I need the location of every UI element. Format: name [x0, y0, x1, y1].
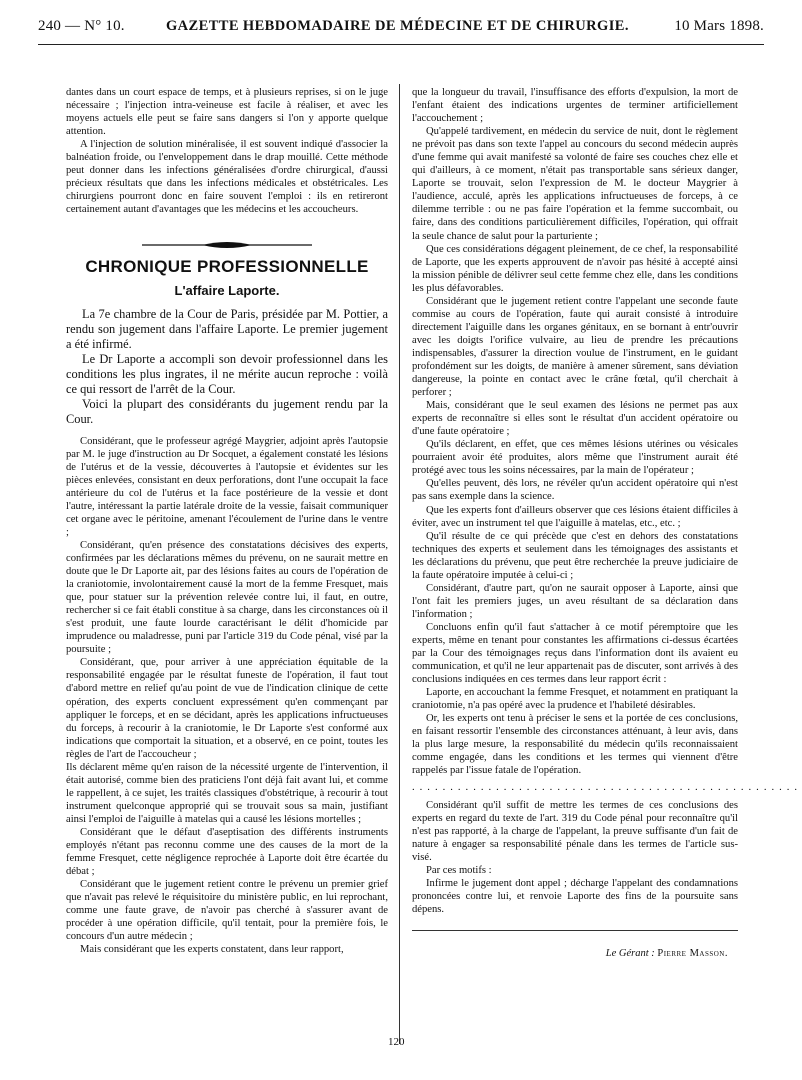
left-column [66, 86, 388, 956]
lead-paragraph: Le Dr Laporte a accompli son devoir professionnel dans les conditions les plus ingrates, il ne mérite aucun reproche : voilà ce qui ressort de l'arrêt de la Cour. [66, 351, 388, 396]
body-paragraph: que la longueur du travail, l'insuffisance des efforts d'expulsion, la mort de l'enfant étaient des indications urgentes de terminer artificiellement l'accouchement ; [412, 87, 738, 125]
body-paragraph: Considérant, d'autre part, qu'on ne saurait opposer à Laporte, ainsi que l'ont fait les premiers juges, un aveu résultant de sa déclaration dans l'information ; [412, 582, 738, 620]
issue-date: 10 Mars 1898. [674, 18, 764, 34]
body-paragraph: Qu'elles peuvent, dès lors, ne révéler qu'un accident opératoire qui n'est pas sans exemple dans la science. [412, 478, 738, 503]
body-paragraph: Infirme le jugement dont appel ; décharge l'appelant des condamnations prononcées contre lui, et renvoie Laporte des fins de la poursuite sans dépens. [412, 877, 738, 915]
body-paragraph: Mais, considérant que le seul examen des lésions ne permet pas aux experts de reconnaître si elles sont le résultat d'un accident opératoire ou d'une faute opératoire ; [412, 400, 738, 438]
dotted-separator: ................................................... [412, 782, 802, 794]
article-subtitle: L'affaire Laporte. [174, 282, 280, 298]
lead-paragraph: La 7e chambre de la Cour de Paris, présidée par M. Pottier, a rendu son jugement dans l'affaire Laporte. Le premier jugement a été infirmé. [66, 306, 388, 351]
body-paragraph: Considérant, qu'en présence des constatations décisives des experts, confirmées par les déclarations mêmes du prévenu, on ne saurait mettre en doute que le Dr Laporte ait, par des lésions faites au cours de l'opération de la craniotomie, involontairement causé la mort de la femme Fresquet, mais que, pour statuer sur la prévention relevée contre lui, il faut, en outre, rechercher si ce fait établi constitue à sa charge, dans les circonstances où il s'est produit, une faute lourde caractérisant le délit d'homicide par imprudence ou maladresse, puni par l'article 319 du Code pénal, visé par la poursuite ; [66, 539, 388, 656]
end-rule [412, 930, 738, 931]
journal-title: GAZETTE HEBDOMADAIRE DE MÉDECINE ET DE CHIRURGIE. [166, 18, 629, 34]
section-ornament [66, 234, 388, 260]
body-paragraph: Ils déclarent même qu'en raison de la nécessité urgente de l'intervention, il était autorisé, comme bien des praticiens l'ont déjà fait avant lui, et comme le rappellent, à ce sujet, les traités classiques d'obstétrique, à recourir à tout instrument quelconque approprié qui se trouvait sous sa main, justifiant ainsi l'emploi de l'aiguille à matelas qui a causé les lésions mortelles ; [66, 761, 388, 825]
body-paragraph: Considérant que le jugement retient contre l'appelant une seconde faute commise au cours de l'opération, faute qui aurait consisté à introduire directement l'aiguille dans les organes génitaux, en se bornant à entr'ouvrir avec les doigts l'orifice vulvaire, au lieu de prendre les précautions indispensables, d'assurer la direction voulue de l'instrument, en le guidant profondément sur les doigts, de manière à amener sûrement, sans déviation dangereuse, la pointe en contact avec le crâne fœtal, qu'il cherchait à perforer ; [412, 295, 738, 399]
body-paragraph: Laporte, en accouchant la femme Fresquet, et notamment en pratiquant la craniotomie, n'a pas opéré avec la prudence et l'habileté désirables. [412, 687, 738, 712]
gerant-label: Le Gérant : [605, 947, 655, 959]
running-header [38, 18, 764, 42]
body-paragraph: Qu'il résulte de ce qui précède que c'est en dehors des constatations techniques des experts et seulement dans les témoignages des assistants et les déclarations du prévenu, que peut être recherchée la preuve judiciaire de la faute opératoire imputée à celui-ci ; [412, 530, 738, 581]
article-lead [66, 307, 388, 427]
body-paragraph: Qu'ils déclarent, en effet, que ces mêmes lésions utérines ou vésicales pourraient avoir été produites, alors même que l'instrument aurait été protégé avec tous les soins nécessaires, par la main de l'opérateur ; [412, 439, 738, 477]
gerant-signature [412, 947, 738, 960]
body-paragraph: Considérant que le défaut d'aseptisation des différents instruments employés n'étant pas reconnu comme une des causes de la mort de la femme Fresquet, cette négligence reprochée à Laporte doit être écartée du débat ; [66, 826, 388, 878]
body-paragraph: Par ces motifs : [426, 864, 492, 876]
body-paragraph: Que ces considérations dégagent pleinement, de ce chef, la responsabilité de Laporte, que les experts approuvent de n'avoir pas hésité à accepté ainsi la mission pénible de délivrer seul cette femme chez elle, dans les conditions les plus défavorables. [412, 243, 738, 294]
ornament-rule-icon [142, 240, 312, 250]
body-paragraph: Considérant qu'il suffit de mettre les termes de ces conclusions des experts en regard du texte de l'art. 319 du Code pénal pour reconnaître qu'il n'est pas rapporté, à la charge de l'appelant, la preuve suffisante d'un fait de nature à engager sa responsabilité pénale dans les termes de l'article sus-visé. [412, 799, 738, 863]
body-paragraph: Mais considérant que les experts constatent, dans leur rapport, [80, 944, 344, 956]
body-paragraph: Considérant, que, pour arriver à une appréciation équitable de la responsabilité engagée par le résultat funeste de l'opération, il faut tout d'abord mettre en relief qu'au point de vue de l'indication clinique de cette opération, des experts concluent expressément qu'en commençant par appliquer le forceps, et en se décidant, après les applications infructueuses du forceps, à recourir à la craniotomie, le Dr Laporte s'est conformé aux indications que comportait la situation, et a observé, en ce point, toutes les règles de l'art de l'accoucheur ; [66, 657, 388, 760]
page-number-footer: 120 [388, 1036, 405, 1048]
intro-paragraph: A l'injection de solution minéralisée, il est souvent indiqué d'associer la balnéation froide, ou l'enveloppement dans le drap mouillé. Cette méthode peut donner dans les infections généralisées d'ordre chirurgical, d'aussi précieux résultats que dans les infections médicales et obstétricales. Les chirurgiens pourront donc en faire souvent l'emploi : ils en retireront certainement autant d'avantages que les médecins et les accoucheurs. [66, 139, 388, 216]
body-paragraph: Que les experts font d'ailleurs observer que ces lésions étaient difficiles à éviter, avec un instrument tel que l'aiguille à matelas, etc., etc. ; [412, 504, 738, 529]
body-paragraph: Or, les experts ont tenu à préciser le sens et la portée de ces conclusions, en faisant ressortir l'ensemble des circonstances atténuant, à leur avis, dans la plus large mesure, la responsabilité du médecin qu'ils reconnaissaient comme engagée, dans les conditions et les termes qui viennent d'être rappelés par l'issue fatale de l'opération. [412, 713, 738, 777]
body-paragraph: Qu'appelé tardivement, en médecin du service de nuit, dont le règlement ne prévoit pas dans son texte l'appel au concours du second médecin auprès d'une femme qui avait manifesté sa volonté de faire ses couches chez elle et qui d'ailleurs, à ce moment, n'était pas transportable sans sérieux danger, Laporte se trouvait, selon l'expression de M. le docteur Maygrier à l'audience, acculé, après les applications infructueuses de forceps, à ce dilemme terrible : ou ne pas faire l'opération et la femme succombait, ou faire, dans des conditions particulièrement difficiles, l'opération, qui offrait la seule chance de salut pour la parturiente ; [412, 126, 738, 242]
header-rule [38, 44, 764, 45]
intro-paragraph: dantes dans un court espace de temps, et à plusieurs reprises, si on le juge nécessaire ; l'injection intra-veineuse est facile à réaliser, et avec les moyens actuels elle peut se faire sans dangers si l'on y apporte quelque attention. [66, 87, 388, 138]
body-paragraph: Concluons enfin qu'il faut s'attacher à ce motif péremptoire que les experts, même en tenant pour constantes les affirmations ci-dessus écartées par la Cour des témoignages reçus dans l'information dont ils avaient eu communication, et qu'il ne leur appartenait pas de discuter, sont arrivés à des conclusions indiquées en ces termes dans leur rapport écrit : [412, 621, 738, 686]
lead-paragraph: Voici la plupart des considérants du jugement rendu par la Cour. [66, 396, 388, 426]
gerant-name: Pierre Masson. [657, 947, 728, 959]
section-title: CHRONIQUE PROFESSIONNELLE [85, 257, 369, 277]
body-paragraph: Considérant, que le professeur agrégé Maygrier, adjoint après l'autopsie par M. le juge d'instruction au Dr Socquet, a également constaté les lésions de l'utérus et de la vessie, découvertes à l'autopsie et évidentes sur les pièces enlevées, consistant en deux perforations, dont l'une occupait la face antérieure du col de l'utérus et la face postérieure de la vessie et dont l'autre, intéressant la partie latérale droite de la vessie, faisait communiquer cet organe avec le péritoine, amenant l'écoulement de l'urine dans le ventre ; [66, 435, 388, 538]
body-paragraph: Considérant que le jugement retient contre le prévenu un premier grief que n'avait pas relevé le réquisitoire du ministère public, en lui reprochant, comme une faute grave, de n'avoir pas cherché à s'assurer avant de procéder à une opération difficile, qu'il tentait, pour la première fois, le concours d'un autre médecin ; [66, 879, 388, 943]
page-number-header: 240 — N° 10. [38, 18, 125, 34]
right-column [412, 86, 802, 960]
column-divider [399, 84, 400, 1044]
